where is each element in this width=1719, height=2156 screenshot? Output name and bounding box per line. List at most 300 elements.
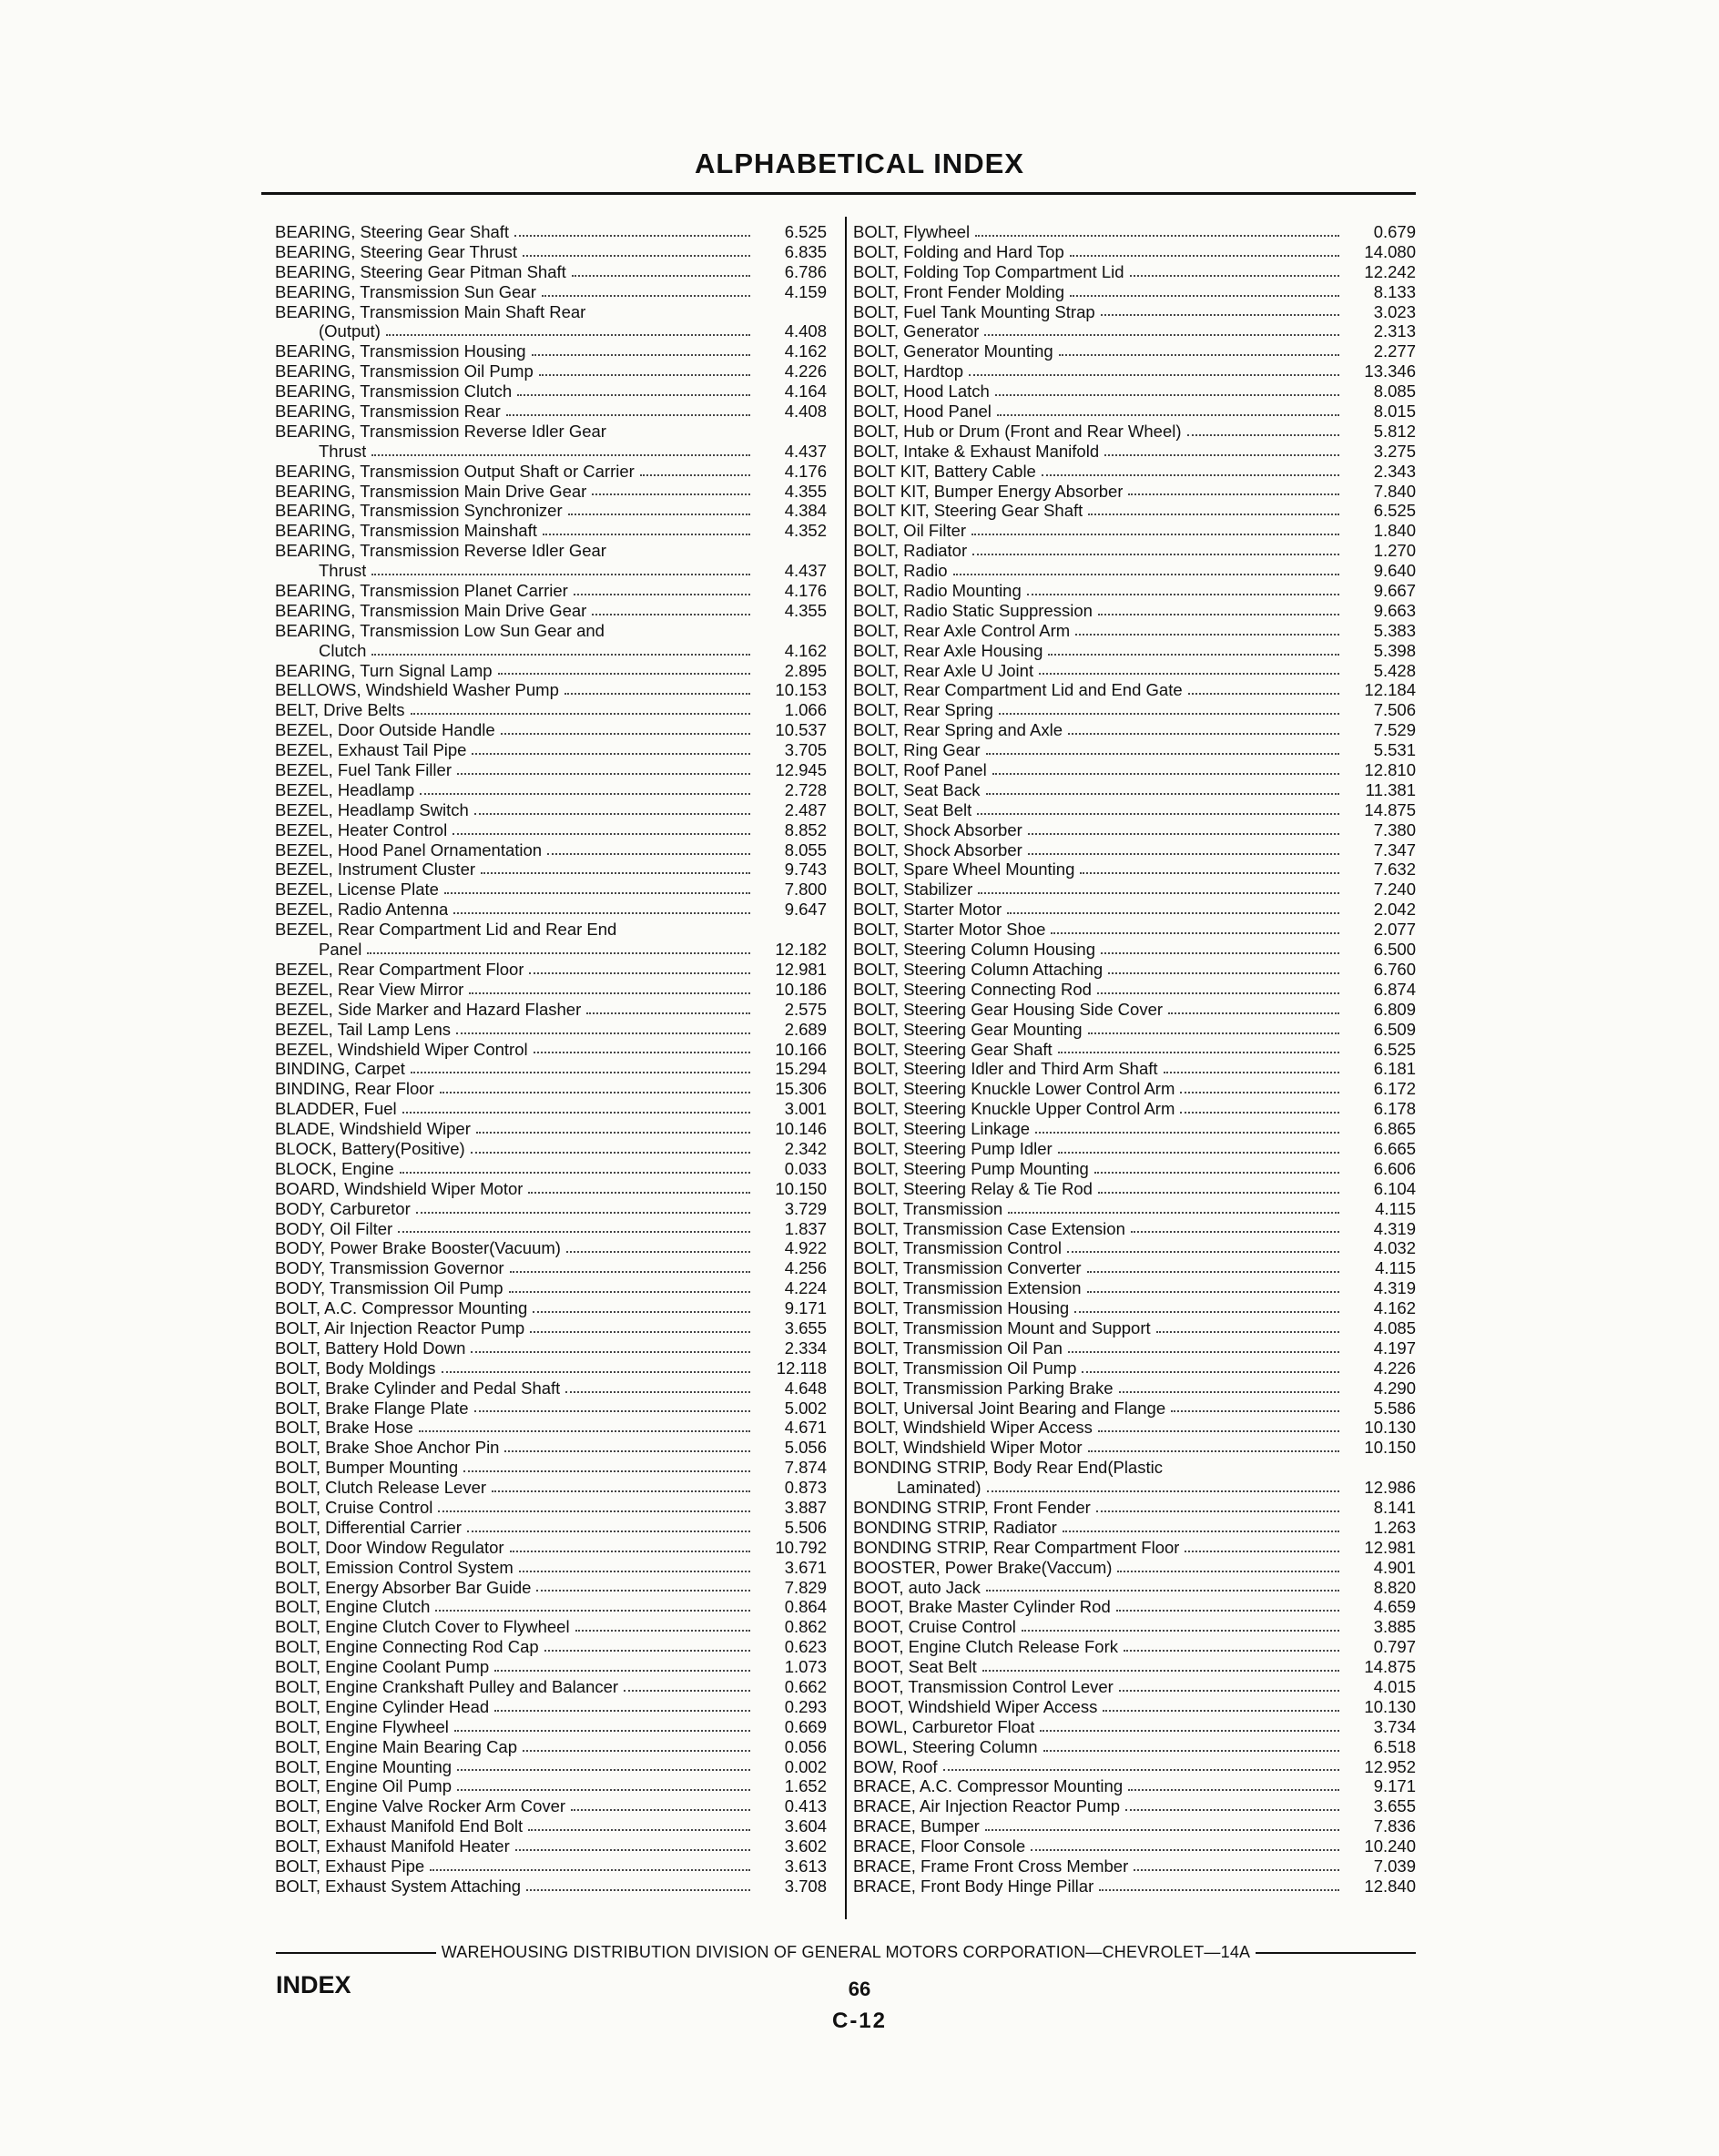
- index-entry: [275, 1578, 827, 1598]
- index-entry: [853, 1278, 1416, 1298]
- leader-dots: [1068, 733, 1339, 735]
- footer-text: WAREHOUSING DISTRIBUTION DIVISION OF GENERAL MOTORS CORPORATION—CHEVROLET—14A: [441, 1943, 1251, 1961]
- entry-page-ref: 0.679: [1373, 221, 1416, 241]
- leader-dots: [592, 493, 750, 495]
- entry-page-ref: 9.647: [784, 900, 827, 920]
- leader-dots: [1088, 1450, 1339, 1452]
- index-label: INDEX: [276, 1971, 351, 1998]
- leader-dots: [529, 972, 750, 974]
- leader-dots: [984, 334, 1339, 336]
- entry-name: BOLT, Hood Panel: [853, 402, 992, 421]
- entry-name: BOLT, Folding Top Compartment Lid: [853, 261, 1124, 281]
- index-entry: [853, 1119, 1416, 1139]
- leader-dots: [986, 753, 1340, 755]
- index-entry: [853, 561, 1416, 581]
- entry-page-ref: 10.153: [775, 680, 827, 700]
- index-entry: [275, 1597, 827, 1617]
- entry-page-ref: 4.015: [1373, 1677, 1416, 1696]
- index-entry: [853, 1558, 1416, 1578]
- entry-name: BOLT, Steering Gear Mounting: [853, 1019, 1083, 1039]
- leader-dots: [411, 1072, 750, 1073]
- entry-name: BOLT, Transmission Control: [853, 1238, 1062, 1258]
- entry-page-ref: 1.073: [784, 1657, 827, 1677]
- index-entry: [275, 720, 827, 740]
- index-entry: [275, 860, 827, 880]
- index-entry: [275, 1418, 827, 1438]
- entry-name: BEARING, Transmission Housing: [275, 341, 526, 361]
- index-entry: [275, 1836, 827, 1856]
- entry-page-ref: 12.810: [1364, 760, 1416, 780]
- entry-page-ref: 8.820: [1373, 1577, 1416, 1597]
- leader-dots: [1070, 255, 1339, 257]
- leader-dots: [533, 1311, 750, 1313]
- index-entry: [853, 1219, 1416, 1239]
- leader-dots: [371, 454, 750, 456]
- index-entry: [853, 680, 1416, 700]
- index-entry: [853, 1079, 1416, 1099]
- entry-name: BOLT KIT, Battery Cable: [853, 461, 1036, 481]
- index-entry: [275, 442, 827, 462]
- entry-name: BEARING, Transmission Reverse Idler Gear: [275, 541, 606, 561]
- entry-name: BELLOWS, Windshield Washer Pump: [275, 680, 559, 700]
- leader-dots: [943, 1769, 1339, 1771]
- index-entry: [275, 541, 827, 561]
- index-entry: [853, 1438, 1416, 1458]
- leader-dots: [494, 1710, 750, 1712]
- index-entry: [275, 1238, 827, 1258]
- entry-name: BOLT, Oil Filter: [853, 521, 967, 541]
- entry-page-ref: 5.056: [784, 1438, 827, 1458]
- index-entry: [853, 1179, 1416, 1199]
- index-entry: [853, 1318, 1416, 1338]
- index-entry: [853, 1258, 1416, 1278]
- leader-dots: [1104, 454, 1339, 456]
- leader-dots: [1134, 1869, 1339, 1871]
- entry-name: BOLT, Windshield Wiper Motor: [853, 1438, 1083, 1458]
- entry-page-ref: 10.146: [775, 1119, 827, 1139]
- index-entry: [275, 1657, 827, 1677]
- entry-name: BOLT, Transmission Oil Pan: [853, 1337, 1063, 1358]
- entry-name: BOLT, Steering Connecting Rod: [853, 979, 1092, 999]
- entry-name: BEZEL, Rear Compartment Floor: [275, 959, 524, 979]
- index-entry: [853, 242, 1416, 262]
- index-entry: [853, 641, 1416, 661]
- entry-page-ref: 12.986: [1364, 1478, 1416, 1498]
- leader-dots: [1094, 1172, 1339, 1174]
- index-entry: [853, 1657, 1416, 1677]
- entry-name: BODY, Transmission Oil Pump: [275, 1278, 503, 1298]
- leader-dots: [1171, 1410, 1339, 1412]
- entry-page-ref: 4.408: [784, 402, 827, 421]
- leader-dots: [435, 1610, 750, 1612]
- entry-page-ref: 6.518: [1373, 1736, 1416, 1756]
- entry-page-ref: 1.652: [784, 1776, 827, 1796]
- entry-page-ref: 5.506: [784, 1517, 827, 1537]
- leader-dots: [592, 614, 750, 615]
- entry-page-ref: 1.837: [784, 1218, 827, 1238]
- entry-page-ref: 14.080: [1364, 241, 1416, 261]
- index-entry: [853, 1617, 1416, 1637]
- entry-page-ref: 6.665: [1373, 1138, 1416, 1158]
- entry-name: BOLT, Emission Control System: [275, 1557, 514, 1577]
- entry-name: BOLT, Rear Spring: [853, 700, 993, 720]
- index-entry: [853, 1776, 1416, 1796]
- index-entry: [275, 740, 827, 760]
- entry-name: BEZEL, Windshield Wiper Control: [275, 1039, 528, 1059]
- index-entry: [853, 1059, 1416, 1079]
- entry-page-ref: 11.381: [1365, 779, 1416, 799]
- entry-page-ref: 10.792: [775, 1537, 827, 1557]
- leader-dots: [1125, 1809, 1339, 1811]
- entry-name: BEZEL, Fuel Tank Filler: [275, 760, 452, 780]
- entry-page-ref: 10.150: [1364, 1438, 1416, 1458]
- index-entry: [275, 1119, 827, 1139]
- entry-page-ref: 12.242: [1364, 261, 1416, 281]
- entry-page-ref: 0.002: [784, 1756, 827, 1776]
- entry-name: BEARING, Steering Gear Thrust: [275, 241, 517, 261]
- entry-name: BEARING, Steering Gear Pitman Shaft: [275, 261, 566, 281]
- entry-name: BOLT, Generator Mounting: [853, 341, 1053, 361]
- entry-page-ref: 3.655: [1373, 1796, 1416, 1816]
- entry-name: BOLT, Transmission: [853, 1198, 1003, 1218]
- entry-name: BEARING, Transmission Synchronizer: [275, 501, 563, 521]
- entry-name: BEZEL, Tail Lamp Lens: [275, 1019, 451, 1039]
- entry-page-ref: 5.812: [1373, 421, 1416, 441]
- entry-name: BOLT, Brake Hose: [275, 1418, 413, 1438]
- entry-page-ref: 1.066: [784, 700, 827, 720]
- entry-name: BOLT, Rear Spring and Axle: [853, 720, 1063, 740]
- entry-name: BEZEL, Headlamp: [275, 779, 415, 799]
- index-entry: [275, 601, 827, 621]
- entry-page-ref: 12.182: [775, 940, 827, 960]
- leader-dots: [1022, 1630, 1339, 1632]
- index-entry: [853, 321, 1416, 341]
- entry-page-ref: 4.159: [784, 281, 827, 301]
- entry-page-ref: 6.865: [1373, 1119, 1416, 1139]
- index-entry: [275, 1298, 827, 1318]
- leader-dots: [444, 892, 750, 894]
- leader-dots: [474, 1410, 750, 1412]
- leader-dots: [1156, 1331, 1339, 1333]
- entry-page-ref: 0.862: [784, 1617, 827, 1637]
- index-entry: [853, 1040, 1416, 1060]
- index-entry: [853, 920, 1416, 940]
- entry-name: BOLT, Transmission Parking Brake: [853, 1378, 1114, 1398]
- leader-dots: [1185, 1551, 1339, 1552]
- leader-dots: [438, 1510, 750, 1512]
- entry-name: BLOCK, Battery(Positive): [275, 1138, 465, 1158]
- leader-dots: [985, 1829, 1339, 1831]
- entry-name: BRACE, Floor Console: [853, 1836, 1026, 1856]
- entry-name: BOLT, Engine Connecting Rod Cap: [275, 1637, 539, 1657]
- entry-page-ref: 7.039: [1373, 1856, 1416, 1876]
- index-entry: [853, 1717, 1416, 1737]
- index-column-right: [853, 222, 1416, 1897]
- index-entry: [853, 940, 1416, 960]
- leader-dots: [972, 554, 1339, 555]
- entry-page-ref: 12.981: [1364, 1537, 1416, 1557]
- index-entry: [275, 302, 827, 322]
- index-entry: [853, 1159, 1416, 1179]
- entry-name: BOLT, Transmission Converter: [853, 1258, 1082, 1278]
- index-entry: [853, 341, 1416, 361]
- entry-name: BEZEL, Hood Panel Ornamentation: [275, 839, 543, 859]
- entry-page-ref: 8.133: [1373, 281, 1416, 301]
- index-entry: [275, 1079, 827, 1099]
- entry-name: BEZEL, Rear Compartment Lid and Rear End: [275, 920, 617, 940]
- entry-name: BEARING, Transmission Mainshaft: [275, 521, 537, 541]
- leader-dots: [986, 1590, 1339, 1592]
- entry-name: BLOCK, Engine: [275, 1158, 394, 1178]
- leader-dots: [1074, 1311, 1339, 1313]
- entry-name: BOLT, Steering Knuckle Lower Control Arm: [853, 1079, 1175, 1099]
- leader-dots: [472, 753, 750, 755]
- index-entry: [853, 402, 1416, 422]
- index-entry: [853, 1876, 1416, 1897]
- entry-page-ref: 10.150: [775, 1178, 827, 1198]
- entry-page-ref: 0.033: [784, 1158, 827, 1178]
- index-entry: [853, 302, 1416, 322]
- title-rule: [261, 192, 1416, 195]
- leader-dots: [999, 713, 1339, 715]
- index-entry: [275, 1000, 827, 1020]
- leader-dots: [565, 693, 750, 695]
- leader-dots: [986, 793, 1340, 795]
- leader-dots: [1128, 493, 1339, 495]
- entry-name: Panel: [319, 940, 362, 960]
- entry-page-ref: 10.166: [775, 1039, 827, 1059]
- entry-page-ref: 7.800: [784, 880, 827, 900]
- leader-dots: [1098, 1192, 1339, 1194]
- entry-page-ref: 3.708: [784, 1876, 827, 1896]
- entry-name: BOLT, Rear Compartment Lid and End Gate: [853, 680, 1183, 700]
- entry-name: BOLT, Rear Axle U Joint: [853, 660, 1034, 680]
- leader-dots: [430, 1869, 750, 1871]
- entry-page-ref: 8.085: [1373, 381, 1416, 402]
- entry-name: BOLT, Intake & Exhaust Manifold: [853, 441, 1100, 461]
- index-entry: [275, 422, 827, 442]
- index-entry: [853, 1637, 1416, 1657]
- entry-name: BRACE, Air Injection Reactor Pump: [853, 1796, 1121, 1816]
- leader-dots: [523, 255, 750, 257]
- entry-page-ref: 8.141: [1373, 1497, 1416, 1517]
- entry-name: BOLT, Steering Column Housing: [853, 940, 1095, 960]
- leader-dots: [640, 474, 750, 476]
- leader-dots: [494, 1670, 750, 1672]
- index-entry: [275, 361, 827, 381]
- index-entry: [275, 1458, 827, 1478]
- leader-dots: [469, 992, 750, 994]
- index-entry: [275, 1856, 827, 1876]
- entry-page-ref: 6.509: [1373, 1019, 1416, 1039]
- leader-dots: [1098, 1430, 1339, 1432]
- entry-name: BOLT, Brake Flange Plate: [275, 1398, 469, 1418]
- entry-name: BODY, Transmission Governor: [275, 1258, 504, 1278]
- entry-name: BOLT, A.C. Compressor Mounting: [275, 1298, 528, 1318]
- entry-page-ref: 4.437: [784, 441, 827, 461]
- leader-dots: [568, 514, 750, 515]
- index-entry: [275, 1737, 827, 1757]
- entry-name: BOLT, Steering Linkage: [853, 1119, 1031, 1139]
- entry-page-ref: 2.895: [784, 660, 827, 680]
- entry-page-ref: 5.398: [1373, 640, 1416, 660]
- entry-name: BOLT KIT, Steering Gear Shaft: [853, 501, 1083, 521]
- entry-name: BOLT, Engine Valve Rocker Arm Cover: [275, 1796, 566, 1816]
- entry-name: BOLT, Fuel Tank Mounting Strap: [853, 301, 1095, 321]
- entry-page-ref: 4.085: [1373, 1317, 1416, 1337]
- index-entry: [853, 1836, 1416, 1856]
- entry-page-ref: 0.293: [784, 1696, 827, 1716]
- entry-name: BOLT, Steering Knuckle Upper Control Arm: [853, 1099, 1175, 1119]
- index-entry: [275, 381, 827, 402]
- leader-dots: [571, 1809, 750, 1811]
- entry-name: BOLT, Engine Clutch: [275, 1597, 431, 1617]
- leader-dots: [953, 574, 1339, 575]
- entry-name: BOLT, Stabilizer: [853, 880, 973, 900]
- leader-dots: [411, 713, 750, 715]
- entry-name: BOWL, Steering Column: [853, 1736, 1038, 1756]
- leader-dots: [456, 1032, 750, 1034]
- entry-name: BOOSTER, Power Brake(Vaccum): [853, 1557, 1113, 1577]
- index-entry: [853, 661, 1416, 681]
- leader-dots: [398, 1231, 750, 1233]
- entry-page-ref: 3.602: [784, 1836, 827, 1856]
- index-entry: [853, 1737, 1416, 1757]
- entry-page-ref: 7.836: [1373, 1816, 1416, 1836]
- entry-name: BOLT, Generator: [853, 321, 980, 341]
- leader-dots: [1040, 1730, 1339, 1732]
- index-entry: [853, 501, 1416, 521]
- leader-dots: [1048, 654, 1339, 656]
- entry-page-ref: 6.181: [1373, 1059, 1416, 1079]
- entry-page-ref: 6.525: [784, 221, 827, 241]
- entry-name: BOLT, Cruise Control: [275, 1497, 433, 1517]
- entry-name: BOLT, Starter Motor: [853, 900, 1002, 920]
- leader-dots: [1067, 1251, 1339, 1253]
- leader-dots: [442, 1371, 750, 1373]
- entry-page-ref: 6.606: [1373, 1158, 1416, 1178]
- entry-name: BOLT, Engine Oil Pump: [275, 1776, 452, 1796]
- entry-page-ref: 0.864: [784, 1597, 827, 1617]
- leader-dots: [1180, 1092, 1339, 1093]
- leader-dots: [509, 1291, 750, 1293]
- index-entry: [275, 880, 827, 900]
- leader-dots: [367, 952, 750, 954]
- entry-page-ref: 4.176: [784, 461, 827, 481]
- section-code: C-12: [831, 2009, 888, 2033]
- entry-name: BOLT KIT, Bumper Energy Absorber: [853, 481, 1124, 501]
- leader-dots: [574, 594, 750, 595]
- entry-page-ref: 12.981: [775, 959, 827, 979]
- entry-page-ref: 4.290: [1373, 1378, 1416, 1398]
- leader-dots: [400, 1172, 750, 1174]
- entry-page-ref: 7.874: [784, 1458, 827, 1478]
- leader-dots: [542, 295, 750, 297]
- leader-dots: [572, 275, 750, 277]
- entry-page-ref: 0.873: [784, 1478, 827, 1498]
- index-entry: [275, 501, 827, 521]
- entry-page-ref: 15.294: [775, 1059, 827, 1079]
- entry-page-ref: 9.640: [1373, 561, 1416, 581]
- entry-name: BEARING, Transmission Low Sun Gear and: [275, 620, 605, 640]
- entry-page-ref: 8.015: [1373, 402, 1416, 421]
- entry-name: BOLT, Seat Belt: [853, 799, 972, 819]
- entry-page-ref: 15.306: [775, 1079, 827, 1099]
- entry-page-ref: 10.130: [1364, 1418, 1416, 1438]
- entry-name: BEZEL, Side Marker and Hazard Flasher: [275, 999, 582, 1019]
- entry-name: BEARING, Transmission Sun Gear: [275, 281, 536, 301]
- leader-dots: [1099, 1889, 1339, 1891]
- leader-dots: [1075, 634, 1339, 636]
- entry-name: BOLT, Engine Coolant Pump: [275, 1657, 490, 1677]
- index-entry: [275, 1338, 827, 1358]
- leader-dots: [523, 1750, 750, 1752]
- leader-dots: [519, 1571, 750, 1572]
- entry-name: BOLT, Ring Gear: [853, 740, 981, 760]
- entry-name: BOOT, Brake Master Cylinder Rod: [853, 1597, 1111, 1617]
- index-entry: [275, 1538, 827, 1558]
- index-entry: [275, 521, 827, 541]
- entry-name: BINDING, Carpet: [275, 1059, 405, 1079]
- index-entry: [275, 1179, 827, 1199]
- entry-page-ref: 3.613: [784, 1856, 827, 1876]
- index-entry: [275, 800, 827, 820]
- leader-dots: [566, 1251, 750, 1253]
- entry-name: BEARING, Transmission Main Shaft Rear: [275, 301, 586, 321]
- entry-name: BOLT, Differential Carrier: [275, 1517, 462, 1537]
- index-entry: [275, 1258, 827, 1278]
- entry-page-ref: 12.945: [775, 760, 827, 780]
- leader-dots: [532, 354, 750, 356]
- index-entry: [853, 1378, 1416, 1398]
- entry-name: BINDING, Rear Floor: [275, 1079, 434, 1099]
- leader-dots: [1119, 1391, 1340, 1393]
- leader-dots: [987, 1490, 1339, 1492]
- entry-page-ref: 3.655: [784, 1317, 827, 1337]
- entry-name: BONDING STRIP, Front Fender: [853, 1497, 1091, 1517]
- index-entry: [275, 1617, 827, 1637]
- index-entry: [853, 462, 1416, 482]
- index-entry: [853, 1538, 1416, 1558]
- entry-page-ref: 4.901: [1373, 1557, 1416, 1577]
- index-entry: [853, 1398, 1416, 1419]
- leader-dots: [467, 1531, 750, 1532]
- leader-dots: [515, 1849, 750, 1851]
- entry-page-ref: 4.659: [1373, 1597, 1416, 1617]
- entry-page-ref: 7.632: [1373, 859, 1416, 880]
- entry-name: BOOT, Seat Belt: [853, 1657, 977, 1677]
- index-entry: [853, 760, 1416, 780]
- leader-dots: [1131, 1231, 1339, 1233]
- leader-dots: [530, 1331, 750, 1333]
- leader-dots: [498, 673, 750, 675]
- entry-name: BONDING STRIP, Radiator: [853, 1517, 1057, 1537]
- index-entry: [275, 621, 827, 641]
- leader-dots: [1063, 1531, 1339, 1532]
- index-entry: [853, 1697, 1416, 1717]
- leader-dots: [1035, 1132, 1339, 1134]
- leader-dots: [416, 1212, 750, 1214]
- leader-dots: [975, 235, 1339, 237]
- entry-name: BODY, Carburetor: [275, 1198, 411, 1218]
- leader-dots: [453, 912, 750, 914]
- entry-page-ref: 4.197: [1373, 1337, 1416, 1358]
- index-entry: [275, 1717, 827, 1737]
- index-entry: [275, 1099, 827, 1119]
- index-entry: [275, 402, 827, 422]
- entry-name: BOLT, Transmission Extension: [853, 1278, 1082, 1298]
- entry-page-ref: 12.118: [776, 1358, 827, 1378]
